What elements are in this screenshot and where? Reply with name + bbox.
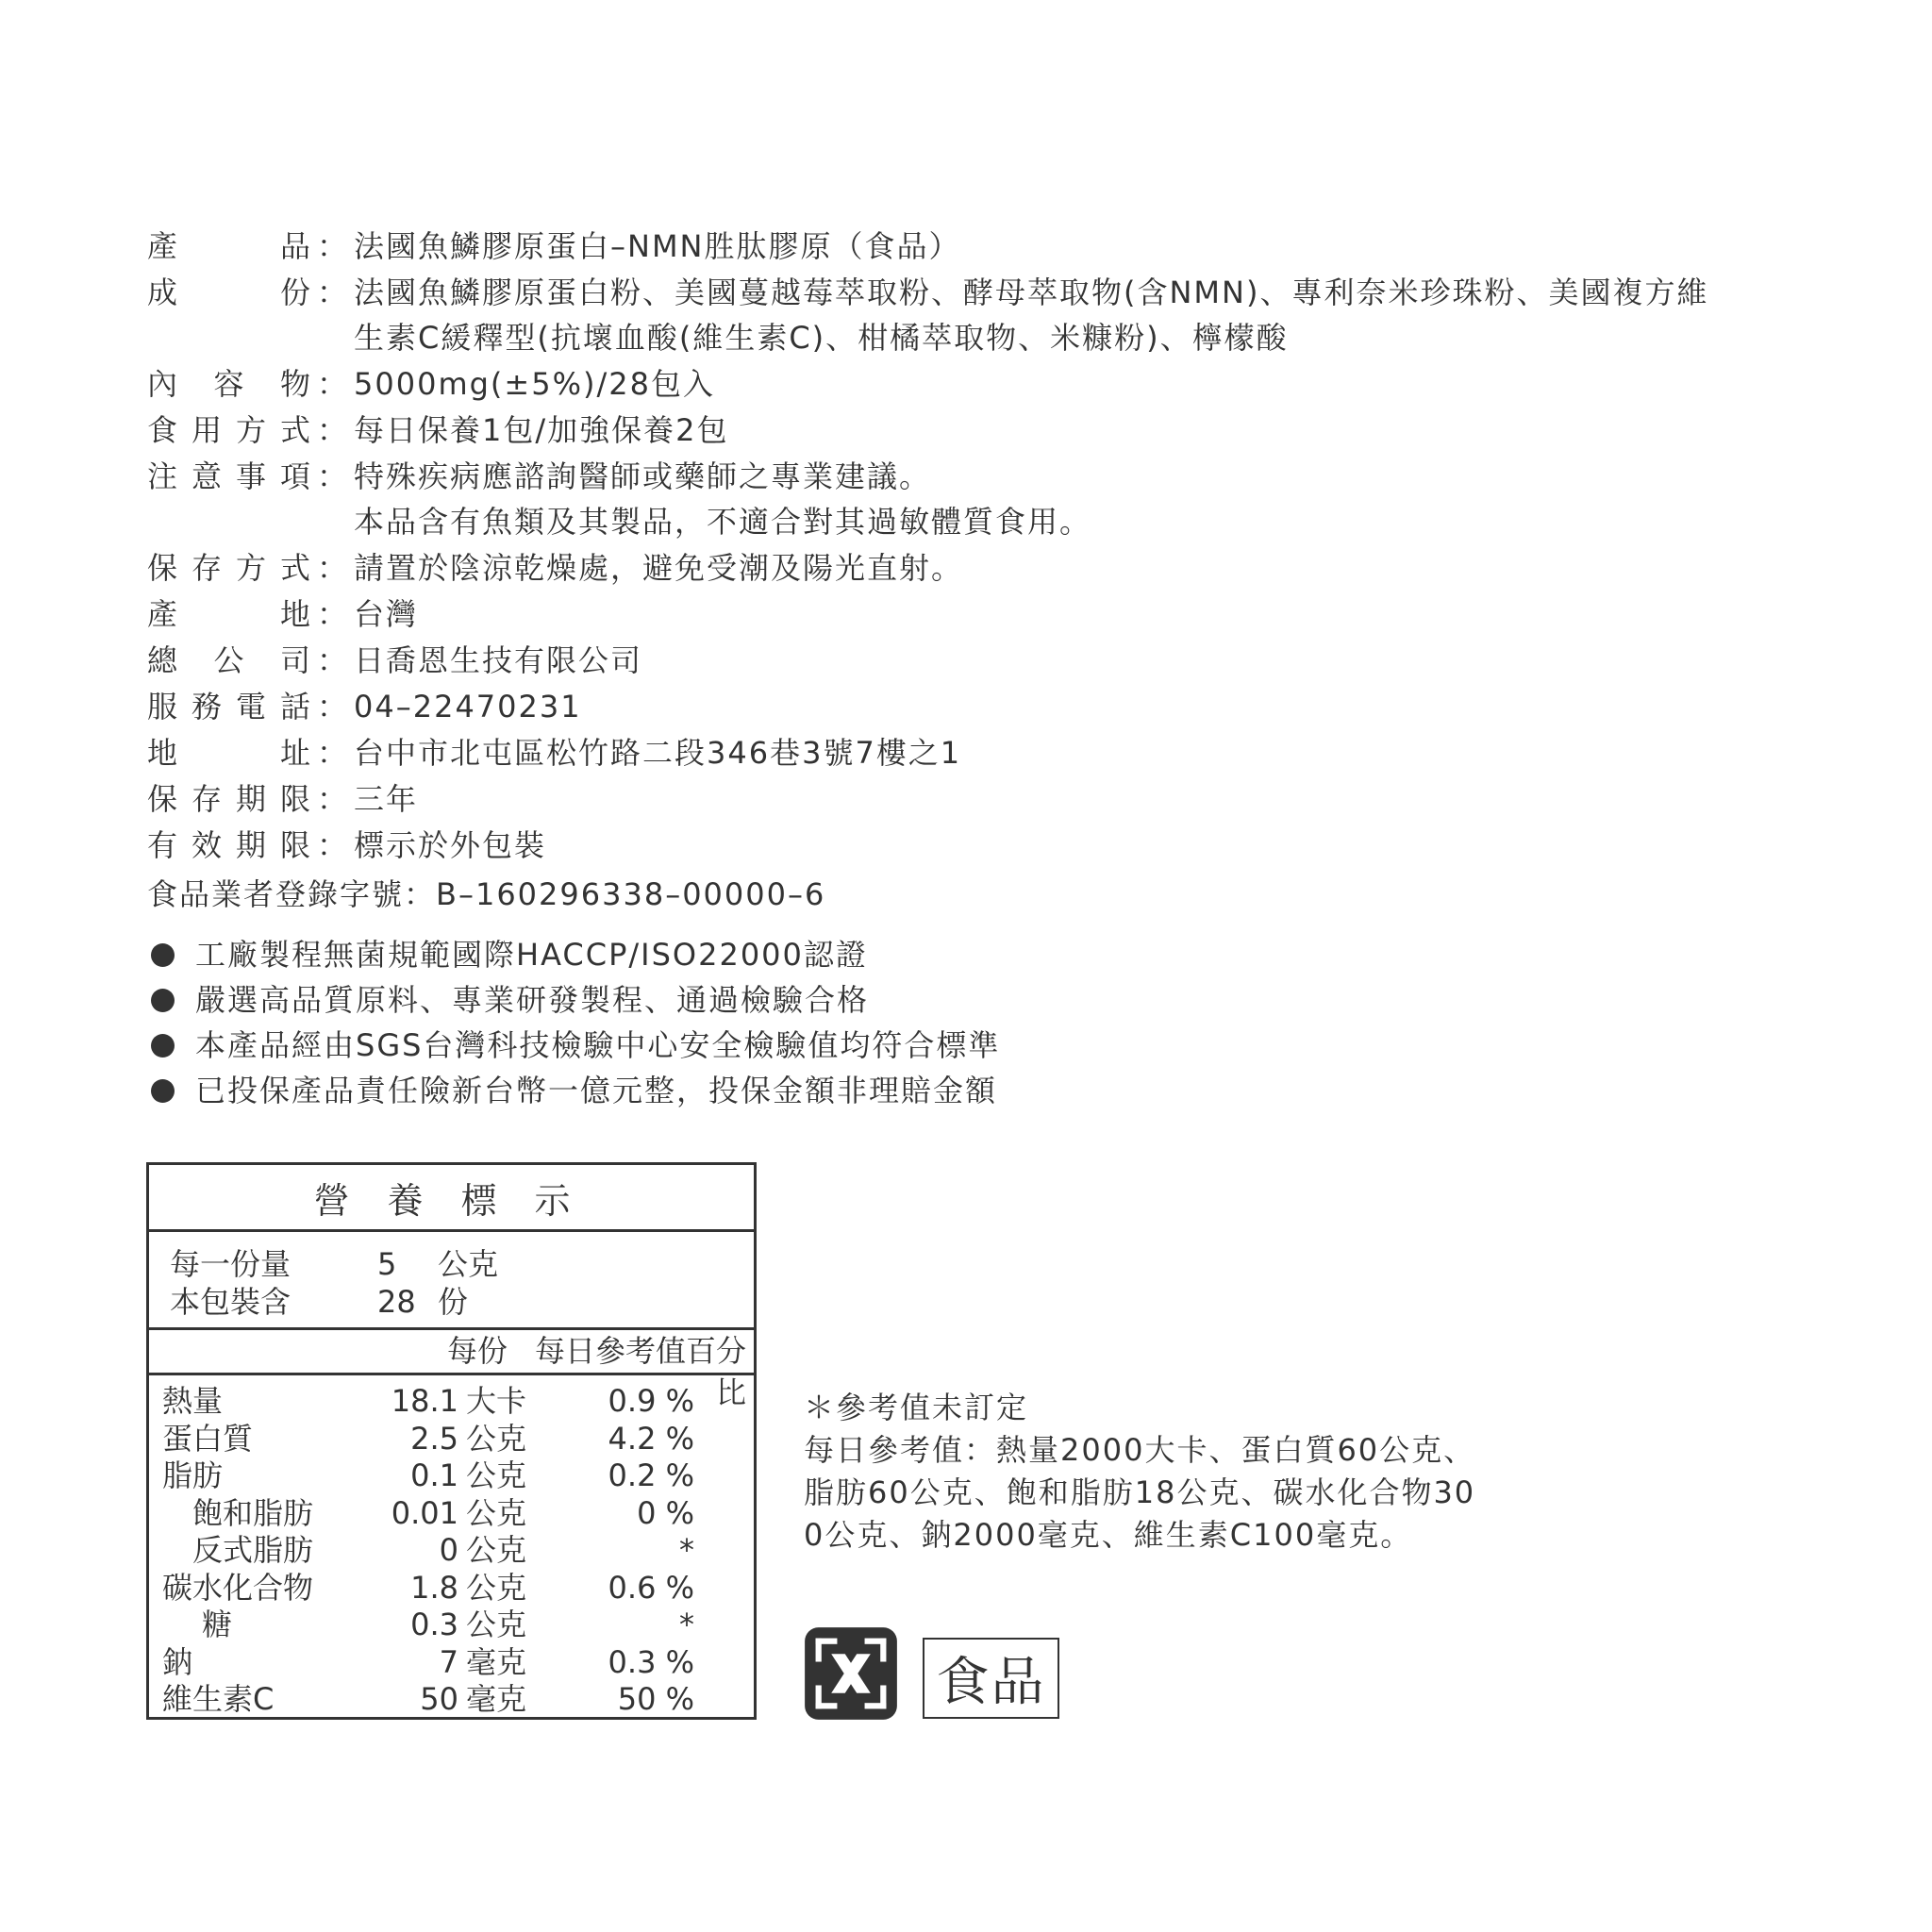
serving-size-unit: 公克 bbox=[438, 1246, 499, 1282]
bullet-item bbox=[147, 977, 1807, 1023]
info-label-char: 注 bbox=[147, 458, 180, 494]
nutrient-amount: 7 bbox=[439, 1643, 458, 1680]
info-label-char: 食 bbox=[147, 412, 180, 448]
info-row bbox=[147, 591, 1807, 637]
info-value-line: 每日保養1包/加強保養2包 bbox=[354, 412, 729, 448]
serving-info bbox=[149, 1232, 754, 1330]
info-label-char: 保 bbox=[147, 781, 180, 817]
info-label-char: 產 bbox=[147, 596, 180, 632]
nutrient-amount: 0.01 bbox=[391, 1494, 458, 1531]
nutrient-unit: 公克 bbox=[466, 1494, 527, 1531]
info-value-line: 三年 bbox=[354, 781, 419, 817]
info-label bbox=[147, 776, 312, 822]
nutrient-amount: 0 bbox=[439, 1532, 458, 1568]
nutrient-name: 鈉 bbox=[162, 1643, 193, 1680]
nutrient-unit: 公克 bbox=[466, 1569, 527, 1606]
info-label-char: 期 bbox=[235, 781, 268, 817]
info-value-line: 04–22470231 bbox=[354, 689, 582, 724]
info-row bbox=[147, 408, 1807, 453]
info-label-char: 公 bbox=[213, 642, 246, 678]
serving-size-value: 5 bbox=[377, 1246, 397, 1282]
bullet-dot-icon bbox=[151, 1034, 175, 1058]
info-label-char: 意 bbox=[191, 458, 224, 494]
info-value bbox=[354, 776, 1807, 822]
nutrient-amount: 1.8 bbox=[410, 1569, 458, 1606]
nutrition-rows bbox=[149, 1375, 754, 1719]
info-colon: ： bbox=[316, 550, 349, 586]
info-row bbox=[147, 545, 1807, 591]
info-row bbox=[147, 454, 1807, 544]
bullet-text: 嚴選高品質原料、專業研發製程、通過檢驗合格 bbox=[195, 982, 870, 1018]
info-value bbox=[354, 408, 1807, 453]
bullet-text: 已投保產品責任險新台幣一億元整，投保金額非理賠金額 bbox=[195, 1073, 998, 1108]
info-label-char: 成 bbox=[147, 275, 180, 310]
info-label-char: 存 bbox=[191, 550, 224, 586]
info-label bbox=[147, 730, 312, 775]
info-label-char: 內 bbox=[147, 366, 180, 402]
bullet-dot-icon bbox=[151, 1079, 175, 1103]
nutrient-amount: 50 bbox=[420, 1681, 458, 1717]
nutrient-amount: 2.5 bbox=[410, 1420, 458, 1457]
nutrition-row bbox=[149, 1570, 754, 1607]
col-daily-value: 每日參考值百分比 bbox=[534, 1333, 746, 1410]
info-label bbox=[147, 591, 312, 637]
info-label-char: 址 bbox=[279, 735, 312, 771]
nutrient-name: 碳水化合物 bbox=[162, 1569, 314, 1606]
info-value-line: 標示於外包裝 bbox=[354, 827, 547, 863]
info-value-line: 請置於陰涼乾燥處，避免受潮及陽光直射。 bbox=[354, 550, 964, 586]
info-label-char: 期 bbox=[235, 827, 268, 863]
info-label-char: 限 bbox=[279, 781, 312, 817]
info-colon: ： bbox=[316, 689, 349, 724]
note-line: 0公克、鈉2000毫克、維生素C100毫克。 bbox=[804, 1517, 1413, 1553]
info-value bbox=[354, 545, 1807, 591]
info-row bbox=[147, 776, 1807, 822]
info-value-line: 生素C緩釋型(抗壞血酸(維生素C)、柑橘萃取物、米糠粉)、檸檬酸 bbox=[354, 320, 1289, 356]
info-label-char: 容 bbox=[213, 366, 246, 402]
info-label-char: 份 bbox=[279, 275, 312, 310]
info-row bbox=[147, 730, 1807, 775]
bullet-item bbox=[147, 932, 1807, 977]
note-line: 每日參考值：熱量2000大卡、蛋白質60公克、 bbox=[804, 1432, 1476, 1468]
bullet-item bbox=[147, 1023, 1807, 1068]
info-label-char: 事 bbox=[235, 458, 268, 494]
servings-label: 本包裝含 bbox=[170, 1284, 291, 1320]
info-colon: ： bbox=[316, 735, 349, 771]
nutrition-row bbox=[149, 1495, 754, 1533]
bullet-item bbox=[147, 1068, 1807, 1113]
info-label-char: 效 bbox=[191, 827, 224, 863]
info-value bbox=[354, 823, 1807, 868]
info-label bbox=[147, 270, 312, 360]
info-label-char: 有 bbox=[147, 827, 180, 863]
info-label bbox=[147, 361, 312, 407]
info-value bbox=[354, 270, 1807, 360]
nutrient-name: 熱量 bbox=[162, 1383, 224, 1419]
info-row bbox=[147, 224, 1807, 269]
info-value bbox=[354, 591, 1807, 637]
nutrient-name: 脂肪 bbox=[162, 1457, 224, 1493]
nutrient-unit: 大卡 bbox=[466, 1383, 527, 1419]
info-rows bbox=[147, 224, 1807, 868]
nutrient-name: 飽和脂肪 bbox=[192, 1494, 314, 1531]
info-row bbox=[147, 361, 1807, 407]
bullet-dot-icon bbox=[151, 943, 175, 967]
info-label-char: 總 bbox=[147, 642, 180, 678]
nutrition-row bbox=[149, 1457, 754, 1495]
info-label bbox=[147, 408, 312, 453]
servings-unit: 份 bbox=[438, 1284, 469, 1320]
info-value-line: 台灣 bbox=[354, 596, 419, 632]
nutrition-row bbox=[149, 1383, 754, 1421]
info-label-char: 限 bbox=[279, 827, 312, 863]
nutrition-label bbox=[146, 1162, 757, 1720]
nutrient-daily-value: * bbox=[679, 1607, 694, 1642]
info-colon: ： bbox=[316, 458, 349, 494]
info-label-char: 地 bbox=[147, 735, 180, 771]
info-value-line: 法國魚鱗膠原蛋白粉、美國蔓越莓萃取粉、酵母萃取物(含NMN)、專利奈米珍珠粉、美國複方維 bbox=[354, 275, 1709, 310]
bullet-dot-icon bbox=[151, 989, 175, 1012]
info-label bbox=[147, 545, 312, 591]
product-info bbox=[147, 224, 1807, 1113]
info-value bbox=[354, 730, 1807, 775]
info-colon: ： bbox=[316, 366, 349, 402]
info-colon: ： bbox=[316, 781, 349, 817]
nutrient-daily-value: 4.2 % bbox=[608, 1420, 694, 1457]
bullet-text: 工廠製程無菌規範國際HACCP/ISO22000認證 bbox=[195, 937, 868, 973]
registration-number: 食品業者登錄字號：B–160296338–00000–6 bbox=[147, 876, 826, 912]
info-label-char: 服 bbox=[147, 689, 180, 724]
info-value bbox=[354, 224, 1807, 269]
nutrition-row bbox=[149, 1681, 754, 1719]
info-value bbox=[354, 638, 1807, 683]
nutrient-daily-value: 0.9 % bbox=[608, 1383, 694, 1419]
info-label-char: 地 bbox=[279, 596, 312, 632]
nutrient-amount: 0.1 bbox=[410, 1457, 458, 1493]
nutrient-daily-value: 0.6 % bbox=[608, 1569, 694, 1606]
nutrition-row bbox=[149, 1532, 754, 1570]
info-row bbox=[147, 270, 1807, 360]
info-row bbox=[147, 684, 1807, 729]
info-label-char: 式 bbox=[279, 550, 312, 586]
nutrient-unit: 毫克 bbox=[466, 1681, 527, 1717]
serving-size-row bbox=[170, 1245, 754, 1283]
info-label bbox=[147, 454, 312, 544]
info-colon: ： bbox=[316, 642, 349, 678]
info-value-line: 特殊疾病應諮詢醫師或藥師之專業建議。 bbox=[354, 458, 932, 494]
info-label-char: 式 bbox=[279, 412, 312, 448]
nutrient-name: 反式脂肪 bbox=[192, 1532, 314, 1568]
nutrient-unit: 公克 bbox=[466, 1532, 527, 1568]
info-colon: ： bbox=[316, 412, 349, 448]
nutrient-unit: 公克 bbox=[466, 1457, 527, 1493]
info-label-char: 用 bbox=[191, 412, 224, 448]
info-label bbox=[147, 684, 312, 729]
info-value bbox=[354, 361, 1807, 407]
note-line: 脂肪60公克、飽和脂肪18公克、碳水化合物30 bbox=[804, 1474, 1476, 1510]
info-value-line: 台中市北屯區松竹路二段346巷3號7樓之1 bbox=[354, 735, 962, 771]
info-value bbox=[354, 454, 1807, 544]
nutrient-unit: 毫克 bbox=[466, 1643, 527, 1680]
info-value-line: 本品含有魚類及其製品，不適合對其過敏體質食用。 bbox=[354, 504, 1092, 540]
nutrient-unit: 公克 bbox=[466, 1607, 527, 1642]
nutrient-name: 糖 bbox=[202, 1607, 233, 1642]
info-label-char: 務 bbox=[191, 689, 224, 724]
info-label bbox=[147, 638, 312, 683]
info-label-char: 電 bbox=[235, 689, 268, 724]
servings-row bbox=[170, 1283, 754, 1321]
feature-bullets bbox=[147, 932, 1807, 1113]
col-per-serving: 每份 bbox=[446, 1333, 508, 1369]
info-label-char: 物 bbox=[279, 366, 312, 402]
info-label-char: 產 bbox=[147, 228, 180, 264]
info-value-line: 5000mg(±5%)/28包入 bbox=[354, 366, 715, 402]
nutrient-daily-value: * bbox=[679, 1532, 694, 1568]
nutrient-name: 維生素C bbox=[162, 1681, 275, 1717]
info-label-char: 存 bbox=[191, 781, 224, 817]
info-value-line: 法國魚鱗膠原蛋白–NMN胜肽膠原（食品） bbox=[354, 228, 961, 264]
nutrition-row bbox=[149, 1644, 754, 1682]
info-label-char: 品 bbox=[279, 228, 312, 264]
bullet-text: 本產品經由SGS台灣科技檢驗中心安全檢驗值均符合標準 bbox=[195, 1027, 1001, 1063]
info-label-char: 方 bbox=[235, 550, 268, 586]
daily-value-note bbox=[804, 1387, 1521, 1557]
info-value-line: 日喬恩生技有限公司 bbox=[354, 642, 643, 678]
nutrition-row bbox=[149, 1421, 754, 1458]
nutrient-daily-value: 0.3 % bbox=[608, 1643, 694, 1680]
nutrition-title: 營養標示 bbox=[149, 1165, 754, 1232]
food-label-box: 食品 bbox=[923, 1638, 1059, 1719]
nutrient-amount: 0.3 bbox=[410, 1607, 458, 1642]
info-label bbox=[147, 823, 312, 868]
info-row bbox=[147, 823, 1807, 868]
info-colon: ： bbox=[316, 228, 349, 264]
info-label-char: 方 bbox=[235, 412, 268, 448]
info-colon: ： bbox=[316, 596, 349, 632]
recycle-icon bbox=[802, 1624, 900, 1723]
nutrient-unit: 公克 bbox=[466, 1420, 527, 1457]
info-value bbox=[354, 684, 1807, 729]
nutrient-daily-value: 0.2 % bbox=[608, 1457, 694, 1493]
nutrient-amount: 18.1 bbox=[391, 1383, 458, 1419]
note-line: ＊參考值未訂定 bbox=[804, 1390, 1029, 1425]
servings-value: 28 bbox=[377, 1284, 416, 1320]
info-colon: ： bbox=[316, 275, 349, 310]
info-label-char: 話 bbox=[279, 689, 312, 724]
info-label-char: 保 bbox=[147, 550, 180, 586]
nutrition-row bbox=[149, 1607, 754, 1644]
info-label bbox=[147, 224, 312, 269]
info-row bbox=[147, 638, 1807, 683]
info-label-char: 項 bbox=[279, 458, 312, 494]
nutrient-daily-value: 0 % bbox=[637, 1494, 694, 1531]
info-colon: ： bbox=[316, 827, 349, 863]
info-label-char: 司 bbox=[279, 642, 312, 678]
nutrient-daily-value: 50 % bbox=[617, 1681, 694, 1717]
serving-size-label: 每一份量 bbox=[170, 1246, 291, 1282]
nutrient-name: 蛋白質 bbox=[162, 1420, 254, 1457]
